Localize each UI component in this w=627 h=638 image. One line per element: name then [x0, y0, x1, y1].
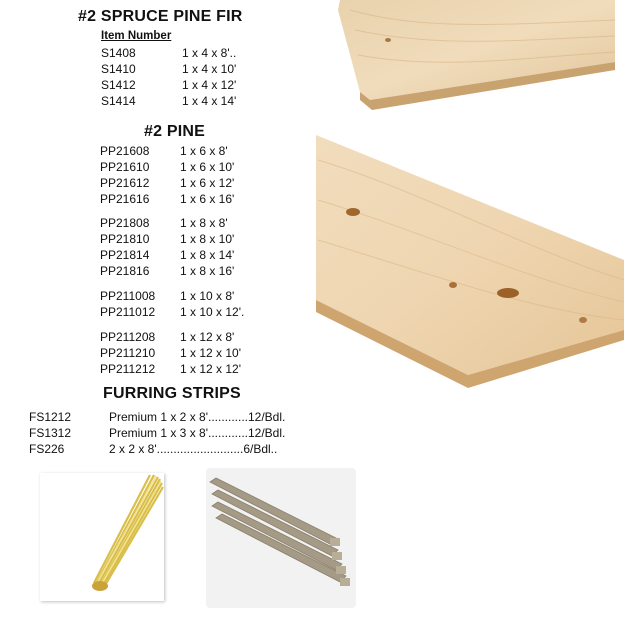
- item-size: 1 x 6 x 10': [180, 160, 235, 174]
- item-code: PP21808: [100, 216, 150, 230]
- item-size: 1 x 10 x 8': [180, 289, 235, 303]
- yellow-strips-image-frame: [40, 473, 164, 601]
- item-code: PP211008: [100, 289, 156, 303]
- item-code: PP21810: [100, 232, 150, 246]
- item-size: 1 x 12 x 8': [180, 330, 235, 344]
- item-size: 1 x 12 x 12': [180, 362, 241, 376]
- item-code: S1412: [101, 78, 136, 92]
- gray-strips-image-frame: [206, 468, 356, 608]
- item-desc: Premium 1 x 3 x 8'............12/Bdl.: [109, 426, 286, 440]
- item-desc: Premium 1 x 2 x 8'............12/Bdl.: [109, 410, 286, 424]
- item-code: FS1212: [29, 410, 72, 424]
- item-desc: 2 x 2 x 8'..........................6/Bdl..: [109, 442, 278, 456]
- item-size: 1 x 4 x 8'..: [182, 46, 237, 60]
- item-code: PP21612: [100, 176, 150, 190]
- item-code: PP211210: [100, 346, 156, 360]
- item-code: FS1312: [29, 426, 72, 440]
- furring-title: FURRING STRIPS: [103, 385, 241, 402]
- item-code: S1414: [101, 94, 136, 108]
- item-size: 1 x 4 x 10': [182, 62, 237, 76]
- spruce-title: #2 SPRUCE PINE FIR: [78, 8, 243, 25]
- item-size: 1 x 10 x 12'.: [180, 305, 245, 319]
- item-size: 1 x 6 x 8': [180, 144, 228, 158]
- item-code: FS226: [29, 442, 65, 456]
- pine-board-image: [308, 130, 624, 392]
- item-code: PP211212: [100, 362, 156, 376]
- spruce-board-image: [330, 0, 620, 115]
- item-size: 1 x 6 x 12': [180, 176, 235, 190]
- item-size: 1 x 4 x 12': [182, 78, 237, 92]
- item-size: 1 x 12 x 10': [180, 346, 241, 360]
- item-size: 1 x 6 x 16': [180, 192, 235, 206]
- item-code: S1408: [101, 46, 136, 60]
- item-code: PP21616: [100, 192, 150, 206]
- yellow-strips-image: [40, 473, 164, 601]
- item-size: 1 x 4 x 14': [182, 94, 237, 108]
- item-code: PP21816: [100, 264, 150, 278]
- gray-strips-image: [206, 468, 356, 608]
- item-size: 1 x 8 x 8': [180, 216, 228, 230]
- pine-title: #2 PINE: [144, 123, 205, 140]
- item-code: PP21610: [100, 160, 150, 174]
- item-size: 1 x 8 x 14': [180, 248, 235, 262]
- item-code: PP21608: [100, 144, 150, 158]
- item-code: S1410: [101, 62, 136, 76]
- item-number-header: Item Number: [101, 30, 172, 42]
- item-size: 1 x 8 x 10': [180, 232, 235, 246]
- item-code: PP211208: [100, 330, 156, 344]
- item-code: PP21814: [100, 248, 150, 262]
- item-size: 1 x 8 x 16': [180, 264, 235, 278]
- item-code: PP211012: [100, 305, 156, 319]
